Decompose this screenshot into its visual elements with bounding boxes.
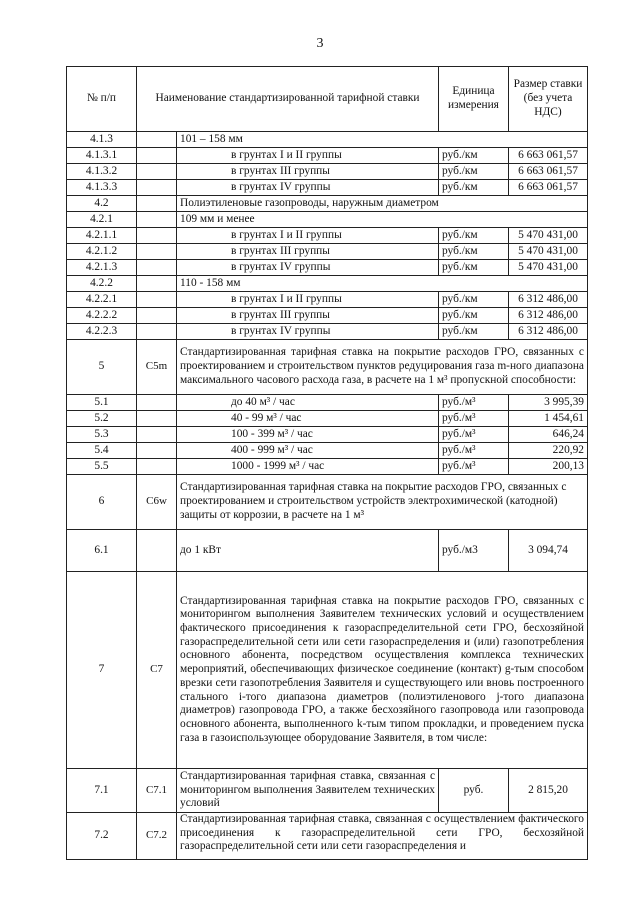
row-name: в грунтах I и II группы — [177, 292, 439, 308]
row-name: до 1 кВт — [177, 530, 439, 572]
row-unit: руб./км — [439, 244, 509, 260]
row-unit: руб./км — [439, 324, 509, 340]
table-row — [67, 411, 588, 427]
row-code — [137, 427, 177, 443]
row-name: 109 мм и менее — [177, 212, 588, 228]
row-num: 4.2.2.1 — [67, 292, 137, 308]
row-code: C5m — [137, 340, 177, 395]
row-num: 4.2.2 — [67, 276, 137, 292]
row-value: 2 815,20 — [509, 769, 588, 813]
row-code — [137, 180, 177, 196]
table-row — [67, 228, 588, 244]
row-code: C7.2 — [137, 813, 177, 860]
row-num: 4.2.2.2 — [67, 308, 137, 324]
row-code — [137, 292, 177, 308]
row-num: 4.1.3.2 — [67, 164, 137, 180]
row-code — [137, 276, 177, 292]
row-num: 5.2 — [67, 411, 137, 427]
table-header-row — [67, 67, 588, 132]
row-value: 6 663 061,57 — [509, 148, 588, 164]
table-row — [67, 459, 588, 475]
row-unit: руб./м3 — [439, 530, 509, 572]
tariff-table — [66, 66, 588, 860]
row-unit: руб. — [439, 769, 509, 813]
table-row — [67, 132, 588, 148]
row-num: 4.1.3.3 — [67, 180, 137, 196]
header-name: Наименование стандартизированной тарифной ставки — [137, 67, 439, 132]
row-code — [137, 132, 177, 148]
row-value: 5 470 431,00 — [509, 228, 588, 244]
row-unit: руб./м³ — [439, 427, 509, 443]
row-name: 110 - 158 мм — [177, 276, 588, 292]
row-code — [137, 196, 177, 212]
row-num: 5 — [67, 340, 137, 395]
row-num: 7.2 — [67, 813, 137, 860]
table-row — [67, 572, 588, 769]
header-unit: Единица измерения — [439, 67, 509, 132]
row-unit: руб./км — [439, 308, 509, 324]
table-row — [67, 196, 588, 212]
header-size: Размер ставки (без учета НДС) — [509, 67, 588, 132]
row-value: 5 470 431,00 — [509, 244, 588, 260]
table-row — [67, 813, 588, 860]
row-name: в грунтах IV группы — [177, 180, 439, 196]
row-name: в грунтах III группы — [177, 308, 439, 324]
row-text: Стандартизированная тарифная ставка, связанная с осуществлением фактического присоединения к газораспределительной сети ГРО, бесхозяйной газораспределительной сети или сети газораспределения и — [177, 813, 588, 860]
row-code — [137, 411, 177, 427]
row-value: 6 312 486,00 — [509, 308, 588, 324]
row-code — [137, 459, 177, 475]
table-row — [67, 340, 588, 395]
row-name: в грунтах I и II группы — [177, 148, 439, 164]
row-code — [137, 260, 177, 276]
row-num: 4.2.2.3 — [67, 324, 137, 340]
row-text: Стандартизированная тарифная ставка на покрытие расходов ГРО, связанных с мониторингом выполнения Заявителем технических условий и осуществлением фактического присоединения к газораспределительной сети ГРО, бесхозяйной газораспределительной сети или сети газораспределения и (или) газопотребления основного абонента, посредством осуществления комплекса технических мероприятий, обеспечивающих физическое соединение (контакт) g-тым способом врезки сети газопотребления Заявителя и существующего или вновь построенного стального i-того диапазона диаметров (полиэтиленового j-того диапазона диаметров) газопровода ГРО, а также бесхозяйного газопровода или газопровода основного абонента, выполненного k-тым типом прокладки, и проведением пуска газа в газоиспользующее оборудование Заявителя, в том числе: — [177, 572, 588, 769]
row-unit: руб./км — [439, 164, 509, 180]
table-row — [67, 475, 588, 530]
table-row — [67, 443, 588, 459]
row-name: в грунтах IV группы — [177, 324, 439, 340]
row-code — [137, 212, 177, 228]
row-unit: руб./км — [439, 228, 509, 244]
row-unit: руб./м³ — [439, 459, 509, 475]
row-name: 1000 - 1999 м³ / час — [177, 459, 439, 475]
row-num: 4.1.3.1 — [67, 148, 137, 164]
row-unit: руб./км — [439, 148, 509, 164]
row-num: 4.2 — [67, 196, 137, 212]
row-name: в грунтах IV группы — [177, 260, 439, 276]
table-row — [67, 395, 588, 411]
row-num: 7 — [67, 572, 137, 769]
row-code — [137, 164, 177, 180]
row-name: до 40 м³ / час — [177, 395, 439, 411]
row-value: 6 663 061,57 — [509, 164, 588, 180]
row-unit: руб./м³ — [439, 395, 509, 411]
row-name: 400 - 999 м³ / час — [177, 443, 439, 459]
table-row — [67, 308, 588, 324]
row-value: 220,92 — [509, 443, 588, 459]
row-num: 4.2.1 — [67, 212, 137, 228]
row-code — [137, 244, 177, 260]
row-code — [137, 308, 177, 324]
row-unit: руб./м³ — [439, 443, 509, 459]
row-code: C7 — [137, 572, 177, 769]
row-code — [137, 324, 177, 340]
row-text: Стандартизированная тарифная ставка, связанная с мониторингом выполнения Заявителем технических условий — [177, 769, 439, 813]
table-row — [67, 292, 588, 308]
row-code: C7.1 — [137, 769, 177, 813]
table-row — [67, 530, 588, 572]
row-unit: руб./км — [439, 180, 509, 196]
row-num: 5.3 — [67, 427, 137, 443]
row-num: 5.1 — [67, 395, 137, 411]
row-value: 3 094,74 — [509, 530, 588, 572]
row-unit: руб./км — [439, 260, 509, 276]
row-text: Стандартизированная тарифная ставка на покрытие расходов ГРО, связанных с проектированием и строительством устройств электрохимической (катодной) защиты от коррозии, в расчете на 1 м³ — [177, 475, 588, 530]
row-name: 100 - 399 м³ / час — [177, 427, 439, 443]
row-num: 4.2.1.2 — [67, 244, 137, 260]
table-row — [67, 164, 588, 180]
table-row — [67, 276, 588, 292]
row-num: 4.2.1.1 — [67, 228, 137, 244]
row-name: Полиэтиленовые газопроводы, наружным диаметром — [177, 196, 588, 212]
row-name: в грунтах III группы — [177, 244, 439, 260]
table-row — [67, 180, 588, 196]
table-row — [67, 244, 588, 260]
row-name: в грунтах III группы — [177, 164, 439, 180]
row-value: 1 454,61 — [509, 411, 588, 427]
table-row — [67, 324, 588, 340]
row-num: 6 — [67, 475, 137, 530]
table-row — [67, 769, 588, 813]
row-code — [137, 228, 177, 244]
row-code — [137, 395, 177, 411]
row-value: 646,24 — [509, 427, 588, 443]
row-code: C6w — [137, 475, 177, 530]
row-num: 7.1 — [67, 769, 137, 813]
row-code — [137, 530, 177, 572]
table-row — [67, 260, 588, 276]
row-unit: руб./км — [439, 292, 509, 308]
row-name: в грунтах I и II группы — [177, 228, 439, 244]
page-number: 3 — [316, 36, 324, 51]
row-value: 6 312 486,00 — [509, 292, 588, 308]
row-unit: руб./м³ — [439, 411, 509, 427]
table-row — [67, 427, 588, 443]
row-name: 40 - 99 м³ / час — [177, 411, 439, 427]
row-value: 200,13 — [509, 459, 588, 475]
row-name: 101 – 158 мм — [177, 132, 588, 148]
header-num: № п/п — [67, 67, 137, 132]
row-code — [137, 148, 177, 164]
row-code — [137, 443, 177, 459]
table-row — [67, 148, 588, 164]
row-value: 5 470 431,00 — [509, 260, 588, 276]
row-num: 4.1.3 — [67, 132, 137, 148]
row-text: Стандартизированная тарифная ставка на покрытие расходов ГРО, связанных с проектированием и строительством пунктов редуцирования газа m-ного диапазона максимального часового расхода газа, в расчете на 1 м³ пропускной способности: — [177, 340, 588, 395]
row-num: 5.4 — [67, 443, 137, 459]
row-num: 5.5 — [67, 459, 137, 475]
row-value: 6 312 486,00 — [509, 324, 588, 340]
row-value: 6 663 061,57 — [509, 180, 588, 196]
table-row — [67, 212, 588, 228]
row-num: 4.2.1.3 — [67, 260, 137, 276]
row-num: 6.1 — [67, 530, 137, 572]
row-value: 3 995,39 — [509, 395, 588, 411]
